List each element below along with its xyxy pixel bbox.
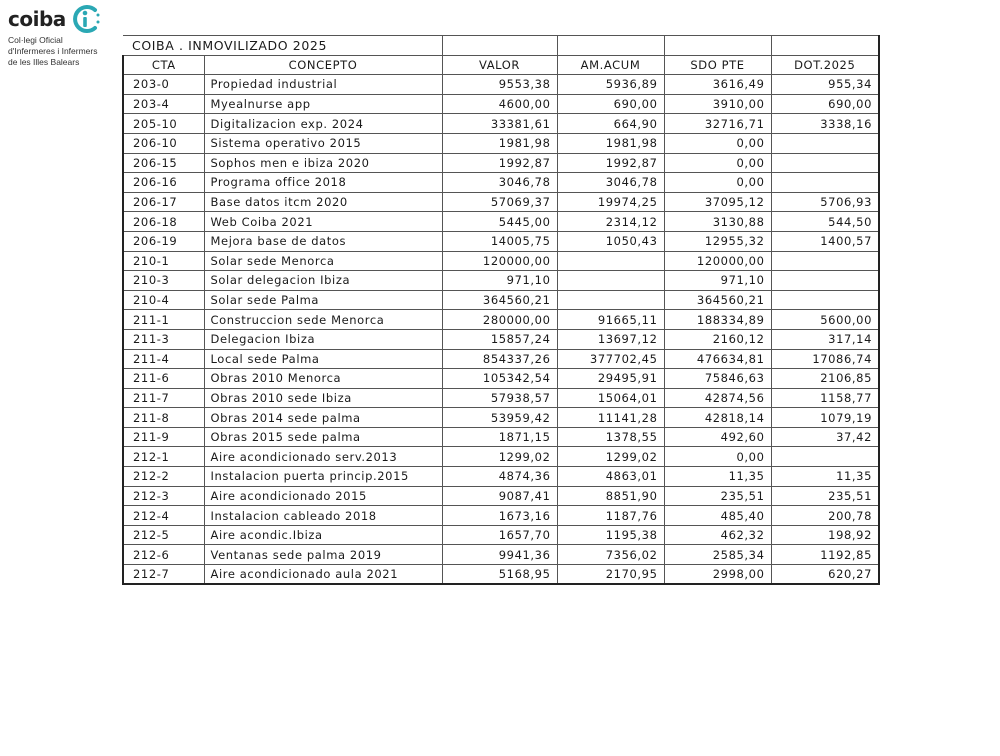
cell-am-acum: 19974,25 (557, 192, 664, 212)
cell-sdo-pte: 2585,34 (664, 545, 771, 565)
cell-valor: 15857,24 (442, 329, 557, 349)
coiba-logo (8, 4, 118, 68)
table-title: COIBA . INMOVILIZADO 2025 (123, 36, 442, 56)
header-concepto: CONCEPTO (204, 55, 442, 75)
cell-concepto: Delegacion Ibiza (204, 329, 442, 349)
logo-subtitle-line: d'Infermeres i Infermers (8, 46, 98, 56)
cell-cta: 212-6 (123, 545, 204, 565)
cell-cta: 212-2 (123, 467, 204, 487)
cell-cta: 210-3 (123, 271, 204, 291)
cell-am-acum: 1187,76 (557, 506, 664, 526)
cell-am-acum: 1050,43 (557, 231, 664, 251)
cell-cta: 211-9 (123, 427, 204, 447)
cell-am-acum: 5936,89 (557, 75, 664, 95)
cell-dot-2025: 1400,57 (771, 231, 879, 251)
cell-valor: 57069,37 (442, 192, 557, 212)
cell-sdo-pte: 971,10 (664, 271, 771, 291)
cell-concepto: Obras 2015 sede palma (204, 427, 442, 447)
cell-sdo-pte: 364560,21 (664, 290, 771, 310)
cell-sdo-pte: 3910,00 (664, 94, 771, 114)
cell-dot-2025 (771, 290, 879, 310)
cell-am-acum: 1981,98 (557, 133, 664, 153)
cell-concepto: Sistema operativo 2015 (204, 133, 442, 153)
table-row (123, 94, 879, 114)
cell-sdo-pte: 32716,71 (664, 114, 771, 134)
cell-sdo-pte: 42818,14 (664, 408, 771, 428)
cell-am-acum: 15064,01 (557, 388, 664, 408)
header-dot-2025: DOT.2025 (771, 55, 879, 75)
cell-dot-2025: 5600,00 (771, 310, 879, 330)
cell-dot-2025: 11,35 (771, 467, 879, 487)
cell-concepto: Sophos men e ibiza 2020 (204, 153, 442, 173)
table-row (123, 290, 879, 310)
table-row (123, 506, 879, 526)
cell-sdo-pte: 462,32 (664, 525, 771, 545)
cell-cta: 205-10 (123, 114, 204, 134)
cell-am-acum (557, 271, 664, 291)
table-row (123, 467, 879, 487)
table-row (123, 349, 879, 369)
table-row (123, 310, 879, 330)
cell-valor: 33381,61 (442, 114, 557, 134)
cell-am-acum: 29495,91 (557, 369, 664, 389)
cell-sdo-pte: 75846,63 (664, 369, 771, 389)
cell-sdo-pte: 485,40 (664, 506, 771, 526)
cell-sdo-pte: 42874,56 (664, 388, 771, 408)
cell-valor: 57938,57 (442, 388, 557, 408)
cell-valor: 105342,54 (442, 369, 557, 389)
cell-concepto: Solar delegacion Ibiza (204, 271, 442, 291)
cell-concepto: Ventanas sede palma 2019 (204, 545, 442, 565)
cell-am-acum: 8851,90 (557, 486, 664, 506)
cell-concepto: Aire acondic.Ibiza (204, 525, 442, 545)
cell-cta: 211-6 (123, 369, 204, 389)
cell-cta: 206-17 (123, 192, 204, 212)
cell-dot-2025: 1158,77 (771, 388, 879, 408)
cell-cta: 212-4 (123, 506, 204, 526)
cell-concepto: Instalacion cableado 2018 (204, 506, 442, 526)
cell-concepto: Aire acondicionado serv.2013 (204, 447, 442, 467)
cell-dot-2025 (771, 133, 879, 153)
cell-cta: 210-1 (123, 251, 204, 271)
cell-dot-2025: 198,92 (771, 525, 879, 545)
cell-am-acum: 11141,28 (557, 408, 664, 428)
cell-concepto: Solar sede Menorca (204, 251, 442, 271)
table-row (123, 329, 879, 349)
cell-valor: 14005,75 (442, 231, 557, 251)
table-row (123, 251, 879, 271)
cell-am-acum: 13697,12 (557, 329, 664, 349)
cell-valor: 364560,21 (442, 290, 557, 310)
cell-sdo-pte: 492,60 (664, 427, 771, 447)
cell-dot-2025: 620,27 (771, 565, 879, 585)
cell-concepto: Base datos itcm 2020 (204, 192, 442, 212)
cell-dot-2025: 235,51 (771, 486, 879, 506)
table-row (123, 75, 879, 95)
title-spacer-cell (771, 36, 879, 56)
table-row (123, 565, 879, 585)
logo-row (8, 4, 118, 34)
cell-am-acum: 1992,87 (557, 153, 664, 173)
table-row (123, 427, 879, 447)
logo-subtitle (8, 35, 118, 68)
coiba-i-icon (68, 4, 102, 34)
cell-concepto: Myealnurse app (204, 94, 442, 114)
cell-cta: 206-18 (123, 212, 204, 232)
logo-subtitle-line: de les Illes Balears (8, 57, 80, 67)
cell-am-acum (557, 251, 664, 271)
table-row (123, 486, 879, 506)
cell-sdo-pte: 2998,00 (664, 565, 771, 585)
cell-sdo-pte: 2160,12 (664, 329, 771, 349)
cell-sdo-pte: 37095,12 (664, 192, 771, 212)
cell-dot-2025: 544,50 (771, 212, 879, 232)
cell-sdo-pte: 120000,00 (664, 251, 771, 271)
cell-sdo-pte: 12955,32 (664, 231, 771, 251)
table-row (123, 525, 879, 545)
cell-concepto: Instalacion puerta princip.2015 (204, 467, 442, 487)
table-body (123, 75, 879, 584)
cell-concepto: Obras 2010 Menorca (204, 369, 442, 389)
cell-am-acum: 4863,01 (557, 467, 664, 487)
cell-concepto: Aire acondicionado aula 2021 (204, 565, 442, 585)
cell-cta: 211-1 (123, 310, 204, 330)
table-row (123, 545, 879, 565)
cell-valor: 1657,70 (442, 525, 557, 545)
cell-concepto: Local sede Palma (204, 349, 442, 369)
cell-cta: 212-7 (123, 565, 204, 585)
cell-am-acum: 7356,02 (557, 545, 664, 565)
cell-sdo-pte: 0,00 (664, 133, 771, 153)
cell-sdo-pte: 476634,81 (664, 349, 771, 369)
cell-cta: 203-0 (123, 75, 204, 95)
cell-valor: 9553,38 (442, 75, 557, 95)
table-header-row (123, 55, 879, 75)
cell-am-acum: 664,90 (557, 114, 664, 134)
cell-dot-2025 (771, 271, 879, 291)
cell-valor: 53959,42 (442, 408, 557, 428)
cell-dot-2025: 3338,16 (771, 114, 879, 134)
cell-concepto: Programa office 2018 (204, 173, 442, 193)
cell-valor: 4600,00 (442, 94, 557, 114)
table-row (123, 192, 879, 212)
cell-dot-2025: 37,42 (771, 427, 879, 447)
logo-wordmark: coiba (8, 7, 66, 31)
cell-dot-2025 (771, 153, 879, 173)
table-row (123, 447, 879, 467)
cell-concepto: Propiedad industrial (204, 75, 442, 95)
table-row (123, 369, 879, 389)
cell-valor: 1299,02 (442, 447, 557, 467)
cell-dot-2025: 17086,74 (771, 349, 879, 369)
table-row (123, 271, 879, 291)
title-spacer-cell (664, 36, 771, 56)
cell-cta: 203-4 (123, 94, 204, 114)
cell-valor: 5445,00 (442, 212, 557, 232)
cell-dot-2025 (771, 251, 879, 271)
cell-am-acum: 1195,38 (557, 525, 664, 545)
table-row (123, 212, 879, 232)
cell-dot-2025: 690,00 (771, 94, 879, 114)
table-row (123, 114, 879, 134)
cell-dot-2025: 5706,93 (771, 192, 879, 212)
cell-sdo-pte: 11,35 (664, 467, 771, 487)
cell-sdo-pte: 3130,88 (664, 212, 771, 232)
table-row (123, 153, 879, 173)
cell-concepto: Digitalizacion exp. 2024 (204, 114, 442, 134)
cell-valor: 3046,78 (442, 173, 557, 193)
cell-cta: 212-5 (123, 525, 204, 545)
cell-cta: 210-4 (123, 290, 204, 310)
cell-valor: 9087,41 (442, 486, 557, 506)
cell-concepto: Construccion sede Menorca (204, 310, 442, 330)
cell-cta: 206-16 (123, 173, 204, 193)
cell-concepto: Mejora base de datos (204, 231, 442, 251)
header-cta: CTA (123, 55, 204, 75)
cell-am-acum: 1378,55 (557, 427, 664, 447)
cell-cta: 211-7 (123, 388, 204, 408)
cell-valor: 4874,36 (442, 467, 557, 487)
cell-cta: 206-10 (123, 133, 204, 153)
cell-concepto: Obras 2014 sede palma (204, 408, 442, 428)
cell-am-acum: 377702,45 (557, 349, 664, 369)
cell-dot-2025: 200,78 (771, 506, 879, 526)
cell-sdo-pte: 235,51 (664, 486, 771, 506)
cell-sdo-pte: 0,00 (664, 447, 771, 467)
cell-dot-2025: 955,34 (771, 75, 879, 95)
title-spacer-cell (442, 36, 557, 56)
table-row (123, 408, 879, 428)
cell-dot-2025 (771, 447, 879, 467)
cell-dot-2025 (771, 173, 879, 193)
cell-cta: 212-1 (123, 447, 204, 467)
cell-cta: 211-4 (123, 349, 204, 369)
cell-valor: 5168,95 (442, 565, 557, 585)
cell-am-acum: 1299,02 (557, 447, 664, 467)
cell-concepto: Web Coiba 2021 (204, 212, 442, 232)
header-sdo-pte: SDO PTE (664, 55, 771, 75)
cell-valor: 1992,87 (442, 153, 557, 173)
cell-dot-2025: 317,14 (771, 329, 879, 349)
cell-sdo-pte: 0,00 (664, 173, 771, 193)
cell-valor: 1981,98 (442, 133, 557, 153)
cell-valor: 9941,36 (442, 545, 557, 565)
cell-am-acum: 91665,11 (557, 310, 664, 330)
cell-concepto: Obras 2010 sede Ibiza (204, 388, 442, 408)
cell-am-acum: 3046,78 (557, 173, 664, 193)
cell-am-acum: 2170,95 (557, 565, 664, 585)
table-row (123, 231, 879, 251)
title-spacer-cell (557, 36, 664, 56)
table-row (123, 173, 879, 193)
cell-am-acum (557, 290, 664, 310)
cell-cta: 212-3 (123, 486, 204, 506)
cell-sdo-pte: 3616,49 (664, 75, 771, 95)
cell-dot-2025: 2106,85 (771, 369, 879, 389)
cell-cta: 206-15 (123, 153, 204, 173)
inventory-table (122, 35, 880, 585)
cell-valor: 1673,16 (442, 506, 557, 526)
cell-valor: 120000,00 (442, 251, 557, 271)
cell-am-acum: 2314,12 (557, 212, 664, 232)
cell-am-acum: 690,00 (557, 94, 664, 114)
cell-cta: 211-8 (123, 408, 204, 428)
cell-sdo-pte: 188334,89 (664, 310, 771, 330)
cell-valor: 1871,15 (442, 427, 557, 447)
table-title-row (123, 36, 879, 56)
table-row (123, 133, 879, 153)
cell-valor: 854337,26 (442, 349, 557, 369)
cell-cta: 206-19 (123, 231, 204, 251)
table-row (123, 388, 879, 408)
cell-sdo-pte: 0,00 (664, 153, 771, 173)
cell-concepto: Aire acondicionado 2015 (204, 486, 442, 506)
cell-cta: 211-3 (123, 329, 204, 349)
cell-concepto: Solar sede Palma (204, 290, 442, 310)
header-am-acum: AM.ACUM (557, 55, 664, 75)
header-valor: VALOR (442, 55, 557, 75)
logo-subtitle-line: Col·legi Oficial (8, 35, 63, 45)
cell-dot-2025: 1192,85 (771, 545, 879, 565)
cell-dot-2025: 1079,19 (771, 408, 879, 428)
cell-valor: 280000,00 (442, 310, 557, 330)
cell-valor: 971,10 (442, 271, 557, 291)
